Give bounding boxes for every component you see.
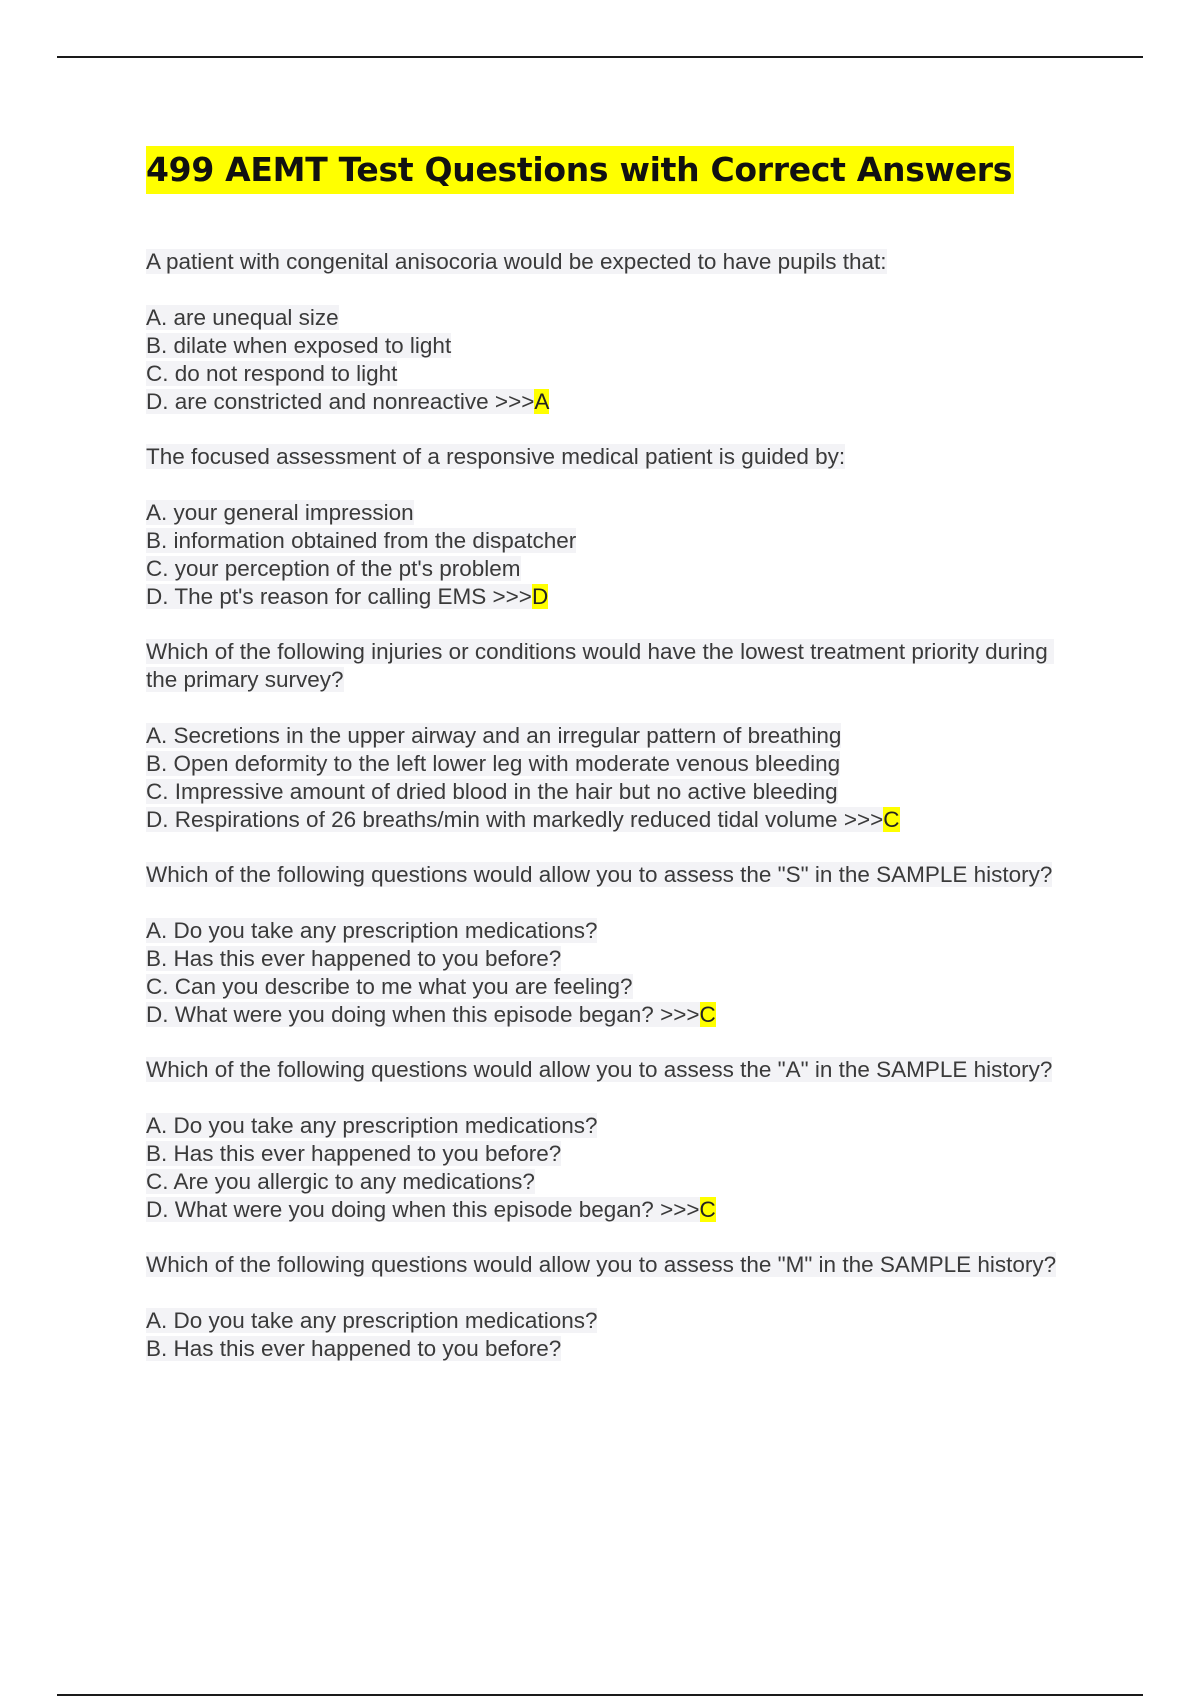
answer-option [146,1168,1066,1196]
question-block [146,443,1066,611]
answer-option [146,1001,1066,1029]
document-body [146,146,1066,1390]
answer-option [146,388,1066,416]
answer-option-text: C. do not respond to light [146,361,398,386]
answer-option [146,583,1066,611]
correct-answer-highlight: D [531,584,549,609]
answer-option-text: A. Do you take any prescription medications? [146,1113,598,1138]
answer-option [146,527,1066,555]
answer-option-text: D. are constricted and nonreactive >>> [146,389,535,414]
question-text [146,248,1066,276]
question-text-content: The focused assessment of a responsive medical patient is guided by: [146,444,846,469]
question-text-content: Which of the following questions would allow you to assess the "A" in the SAMPLE history? [146,1057,1053,1082]
answer-option [146,1196,1066,1224]
answer-option-text: B. information obtained from the dispatcher [146,528,577,553]
answer-option-text: B. Has this ever happened to you before? [146,946,562,971]
answer-option-text: A. Secretions in the upper airway and an irregular pattern of breathing [146,723,842,748]
answer-option-text: A. your general impression [146,500,414,525]
answer-option [146,778,1066,806]
answer-option [146,806,1066,834]
question-block [146,248,1066,416]
answer-option-text: A. are unequal size [146,305,339,330]
answer-option-text: C. Impressive amount of dried blood in the hair but no active bleeding [146,779,838,804]
question-list [146,248,1066,1363]
answer-option [146,945,1066,973]
answer-option [146,304,1066,332]
answer-option [146,1335,1066,1363]
answer-option-text: B. Has this ever happened to you before? [146,1336,562,1361]
answer-option-text: D. What were you doing when this episode began? >>> [146,1002,700,1027]
answer-option [146,1112,1066,1140]
answer-option [146,1140,1066,1168]
answer-option [146,360,1066,388]
document-title: 499 AEMT Test Questions with Correct Answers [146,146,1014,194]
answer-option [146,722,1066,750]
correct-answer-highlight: C [883,807,900,832]
bottom-rule [57,1694,1143,1696]
question-text [146,443,1066,471]
question-text-content: Which of the following injuries or conditions would have the lowest treatment priority during the primary survey? [146,639,1054,692]
answer-option [146,332,1066,360]
question-block [146,638,1066,834]
answer-option [146,917,1066,945]
correct-answer-highlight: C [699,1197,716,1222]
answer-option-text: D. The pt's reason for calling EMS >>> [146,584,532,609]
question-text-content: A patient with congenital anisocoria would be expected to have pupils that: [146,249,887,274]
question-block [146,1056,1066,1224]
answer-option-text: D. What were you doing when this episode began? >>> [146,1197,700,1222]
answer-option-text: B. dilate when exposed to light [146,333,452,358]
question-block [146,1251,1066,1363]
answer-option-text: D. Respirations of 26 breaths/min with markedly reduced tidal volume >>> [146,807,884,832]
answer-option-text: A. Do you take any prescription medications? [146,918,598,943]
answer-option-text: C. Can you describe to me what you are feeling? [146,974,633,999]
answer-option [146,499,1066,527]
top-rule [57,56,1143,58]
question-block [146,861,1066,1029]
answer-option [146,973,1066,1001]
question-text-content: Which of the following questions would allow you to assess the "M" in the SAMPLE history? [146,1252,1057,1277]
question-text [146,861,1066,889]
answer-option [146,555,1066,583]
answer-option-text: C. your perception of the pt's problem [146,556,521,581]
question-text [146,1251,1066,1279]
answer-option-text: C. Are you allergic to any medications? [146,1169,535,1194]
question-text [146,1056,1066,1084]
answer-option [146,750,1066,778]
question-text [146,638,1066,694]
answer-option [146,1307,1066,1335]
answer-option-text: A. Do you take any prescription medications? [146,1308,598,1333]
answer-option-text: B. Has this ever happened to you before? [146,1141,562,1166]
correct-answer-highlight: A [534,389,550,414]
answer-option-text: B. Open deformity to the left lower leg with moderate venous bleeding [146,751,841,776]
question-text-content: Which of the following questions would allow you to assess the "S" in the SAMPLE history? [146,862,1053,887]
correct-answer-highlight: C [699,1002,716,1027]
